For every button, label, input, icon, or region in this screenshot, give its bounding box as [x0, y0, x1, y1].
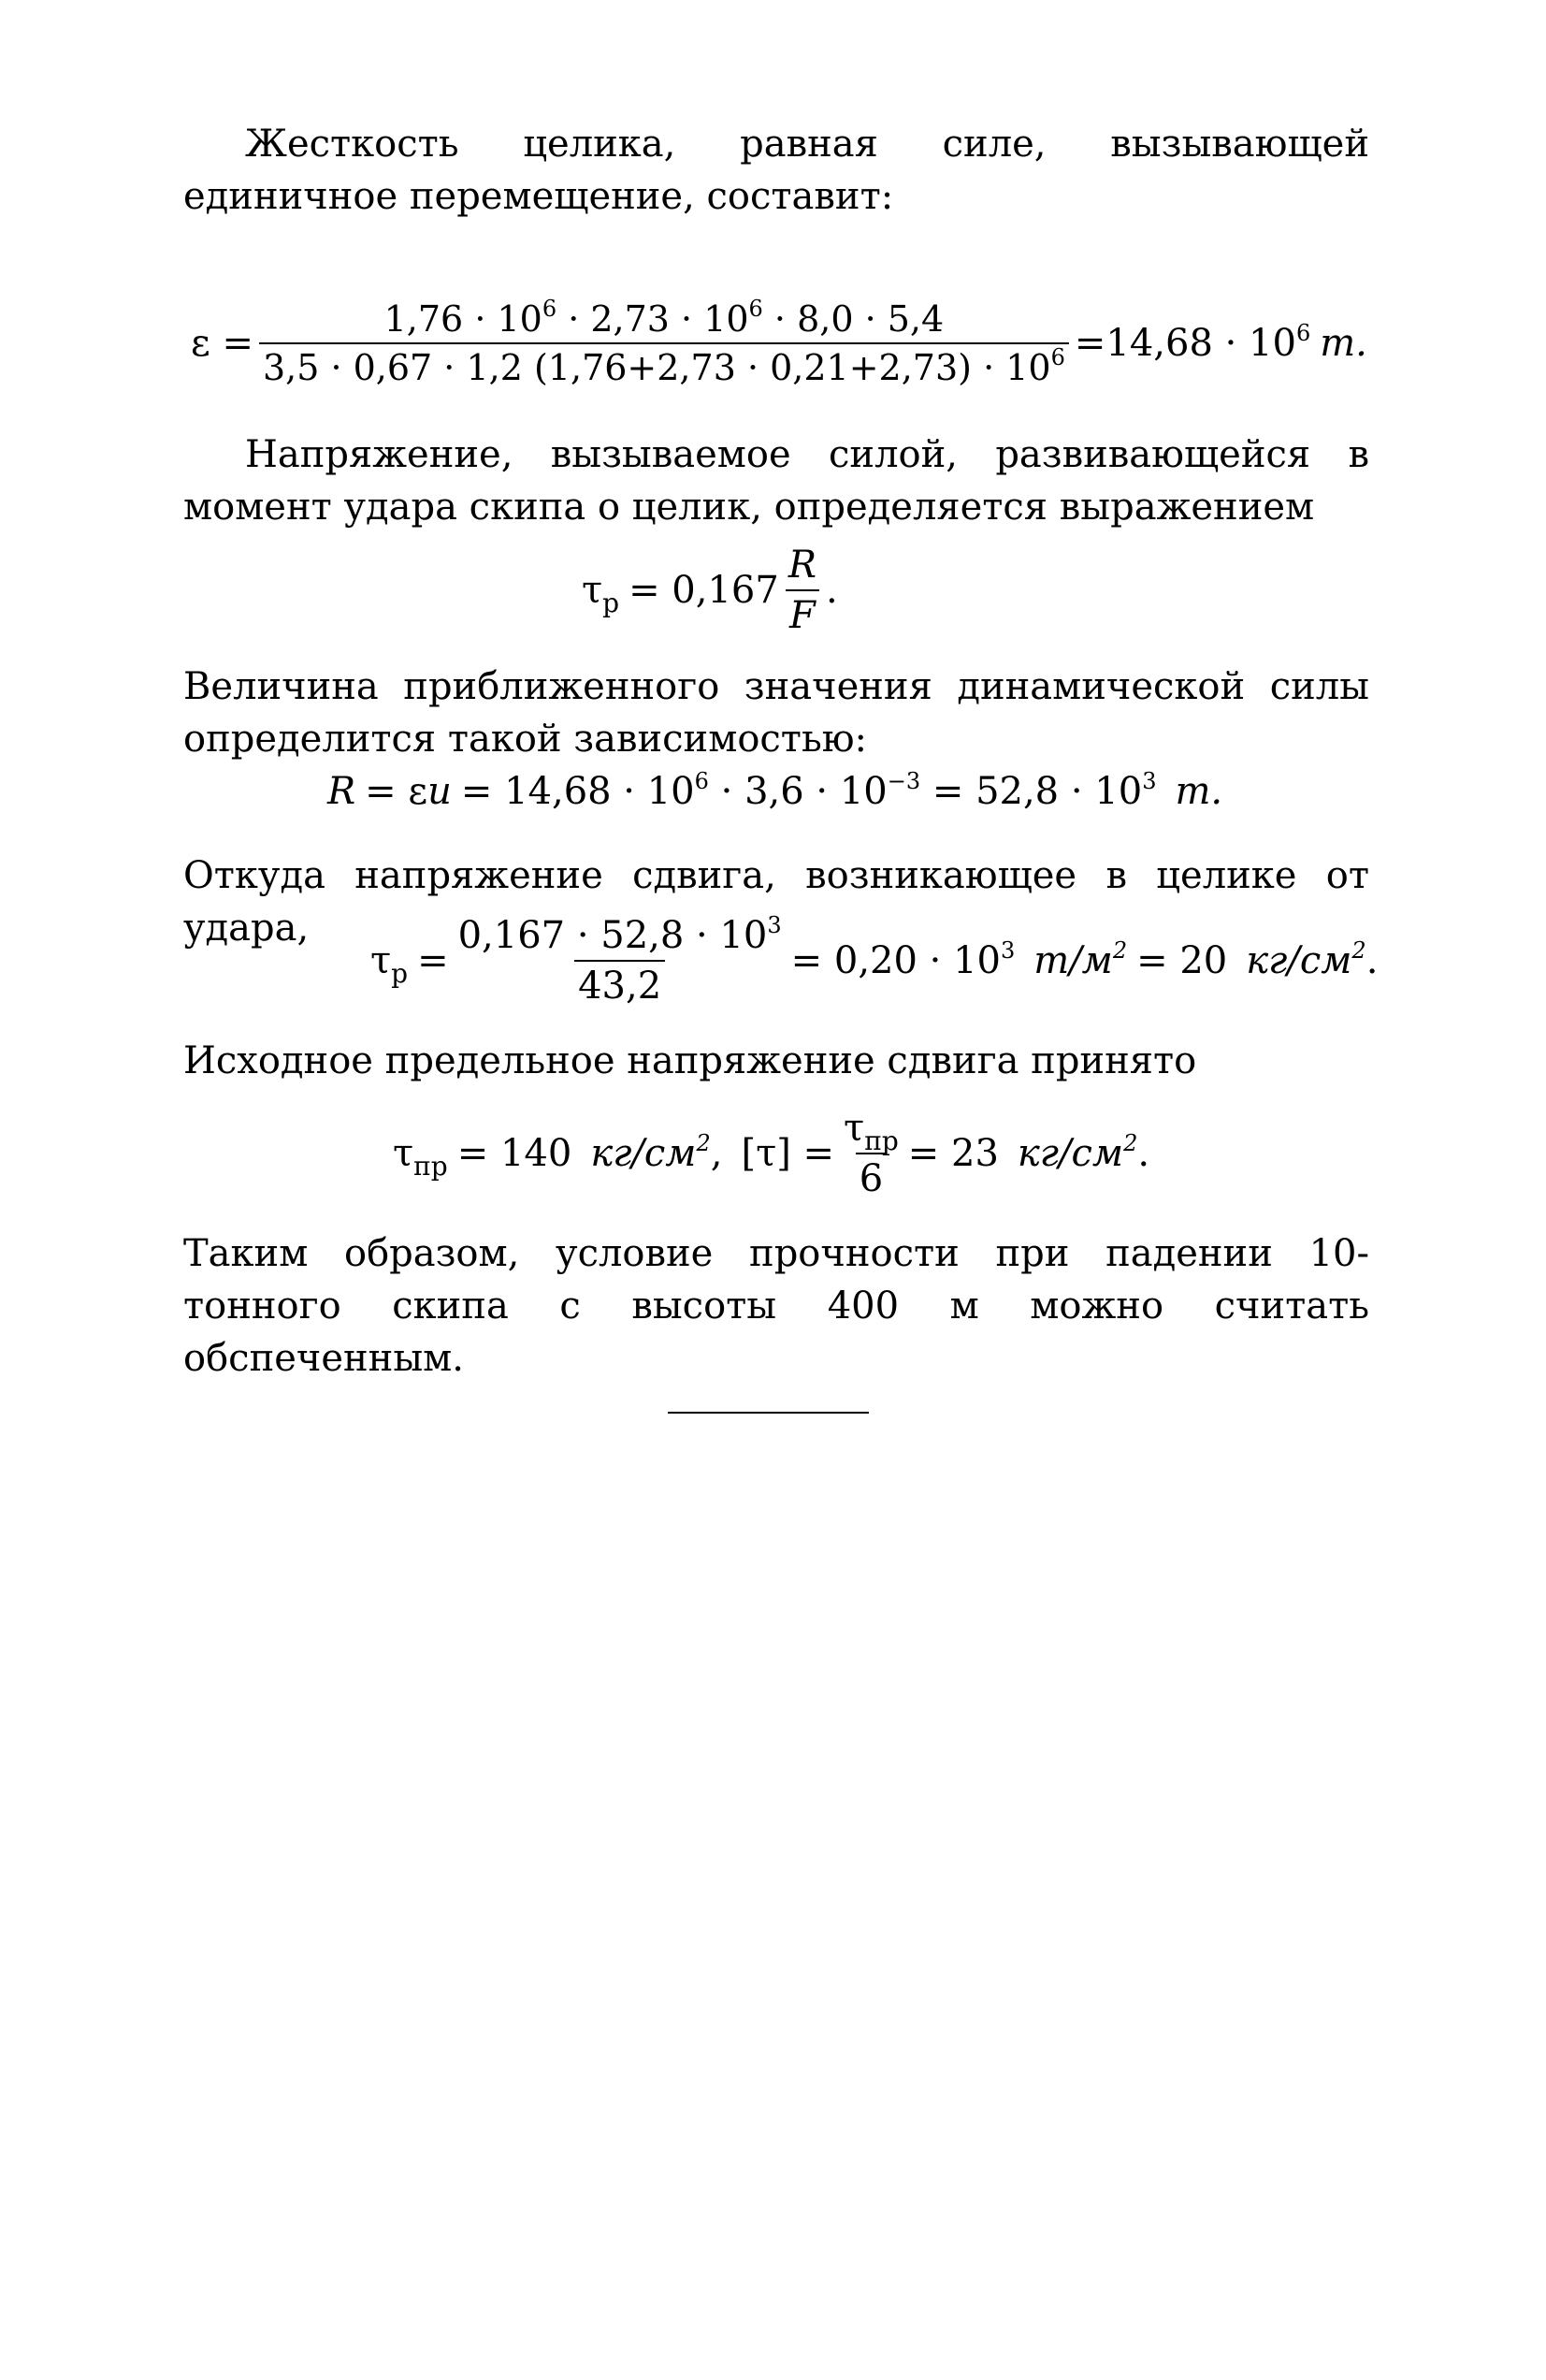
- formula-shear-calculation: $\tau_р$ = $\frac{0,167 \cdot 52,8 \cdot 10^3}{43,2}$ = $0,20 \cdot 10^3$ $т/м^2$ = 20 $кг/см^2$ .: [370, 912, 1379, 1008]
- tau-symbol: $\tau_р$: [370, 939, 409, 989]
- paragraph-stress: Напряжение, вызываемое силой, развивающейся в момент удара скипа о целик, определяется выражением: [183, 433, 1369, 529]
- paragraph-dynamic-force: Величина приближенного значения динамической силы определится такой зависимостью:: [183, 665, 1369, 761]
- formula-lhs: ε =: [191, 322, 253, 365]
- formula-fraction: $\frac{0,167 \cdot 52,8 \cdot 10^3}{43,2}$: [457, 912, 782, 1008]
- section-divider: [668, 1412, 869, 1414]
- paragraph-rigidity: Жесткость целика, равная силе, вызывающей единичное перемещение, составит:: [183, 123, 1369, 218]
- paragraph-shear-from-impact: Откуда напряжение сдвига, возникающее в целике от удара,: [183, 854, 1369, 950]
- formula-allowable-stress: $\tau_{пр}$ = 140 $кг/см^2$ , [τ] = $\frac{\tau_{пр}}{6}$ = 23 $кг/см^2$ .: [393, 1107, 1150, 1200]
- fraction-denominator: 3,5 · 0,67 · 1,2 $(1,76+2,73 \cdot 0,21+2,73) \cdot 10^6$: [259, 342, 1069, 385]
- paragraph-conclusion: Таким образом, условие прочности при падении 10-тонного скипа с высоты 400 м можно считать обспеченным.: [183, 1232, 1369, 1380]
- formula-fraction: $\frac{\tau_{пр}}{6}$: [844, 1107, 899, 1200]
- formula-rhs: $=14,68 \cdot 10^6$ т.: [1074, 320, 1367, 365]
- tau-symbol: $\tau_{пр}$: [393, 1132, 448, 1182]
- fraction-numerator: $1,76 \cdot 10^6 \cdot 2,73 \cdot 10^6 \cdot 8,0 \cdot 5,4$: [383, 296, 945, 340]
- formula-fraction: [259, 296, 1069, 388]
- formula-rigidity: [191, 296, 1367, 388]
- formula-shear-stress-def: $\tau_р$ = 0,167 $\frac{R}{F}$ .: [582, 544, 838, 637]
- tau-symbol: $\tau_р$: [582, 569, 620, 618]
- paragraph-ultimate-stress: Исходное предельное напряжение сдвига принято: [183, 1039, 1197, 1082]
- formula-fraction: $\frac{R}{F}$: [785, 546, 820, 634]
- formula-dynamic-force: R = ε u = $14,68 \cdot 10^6 \cdot 3,6 \cdot 10^{-3} = 52,8 \cdot 10^3$ т.: [327, 768, 1223, 813]
